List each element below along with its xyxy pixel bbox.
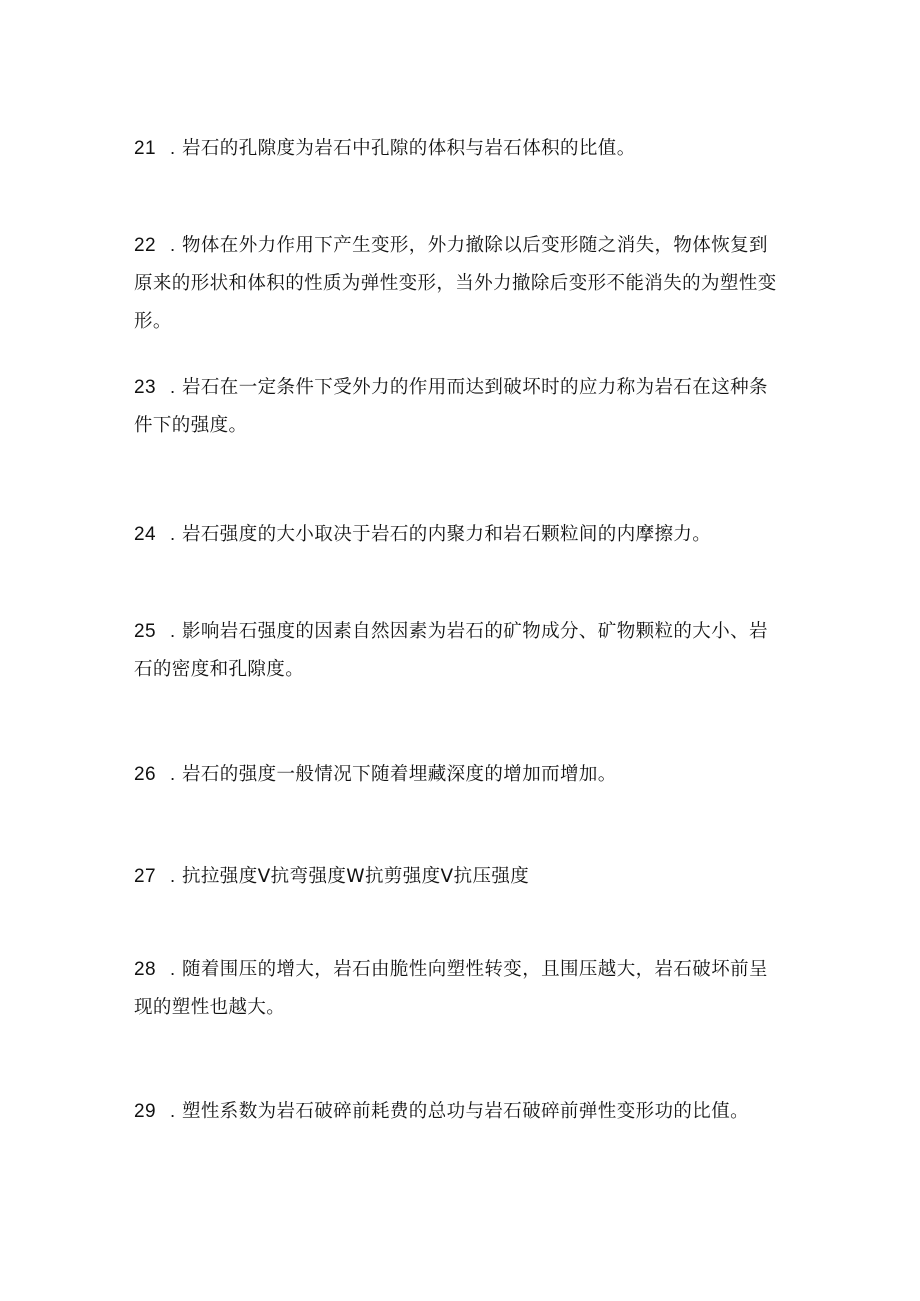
item-dot: . [170, 1100, 176, 1121]
item-text: 岩石的强度一般情况下随着埋藏深度的增加而增加。 [182, 764, 617, 785]
list-item-26 [134, 755, 786, 794]
item-text: 塑性系数为岩石破碎前耗费的总功与岩石破碎前弹性变形功的比值。 [182, 1101, 750, 1122]
item-number: 29 [134, 1101, 156, 1122]
item-number: 24 [134, 524, 156, 545]
item-number: 25 [134, 621, 156, 642]
list-item-21 [134, 129, 786, 168]
item-number: 26 [134, 764, 156, 785]
list-item-23 [134, 368, 786, 445]
item-number: 27 [134, 866, 156, 887]
item-text: 岩石的孔隙度为岩石中孔隙的体积与岩石体积的比值。 [182, 138, 636, 159]
item-number: 21 [134, 138, 156, 159]
item-text: 物体在外力作用下产生变形，外力撤除以后变形随之消失，物体恢复到原来的形状和体积的性质为弹性变形，当外力撤除后变形不能消失的为塑性变形。 [134, 235, 777, 332]
list-item-25 [134, 612, 786, 689]
list-item-27 [134, 857, 786, 896]
item-dot: . [170, 958, 176, 979]
list-item-28 [134, 950, 786, 1027]
item-dot: . [170, 523, 176, 544]
item-text: 岩石强度的大小取决于岩石的内聚力和岩石颗粒间的内摩擦力。 [182, 524, 712, 545]
list-item-24 [134, 515, 786, 554]
item-number: 28 [134, 959, 156, 980]
item-number: 22 [134, 235, 156, 256]
item-number: 23 [134, 377, 156, 398]
item-dot: . [170, 234, 176, 255]
item-dot: . [170, 865, 176, 886]
item-dot: . [170, 376, 176, 397]
item-text: 随着围压的增大，岩石由脆性向塑性转变，且围压越大，岩石破坏前呈现的塑性也越大。 [134, 959, 768, 1018]
item-text: 抗拉强度V抗弯强度W抗剪强度V抗压强度 [182, 866, 530, 887]
item-dot: . [170, 763, 176, 784]
item-dot: . [170, 137, 176, 158]
item-text: 岩石在一定条件下受外力的作用而达到破坏时的应力称为岩石在这种条件下的强度。 [134, 377, 768, 436]
item-dot: . [170, 620, 176, 641]
list-item-22 [134, 226, 786, 341]
list-item-29 [134, 1092, 786, 1131]
item-text: 影响岩石强度的因素自然因素为岩石的矿物成分、矿物颗粒的大小、岩石的密度和孔隙度。 [134, 621, 768, 680]
